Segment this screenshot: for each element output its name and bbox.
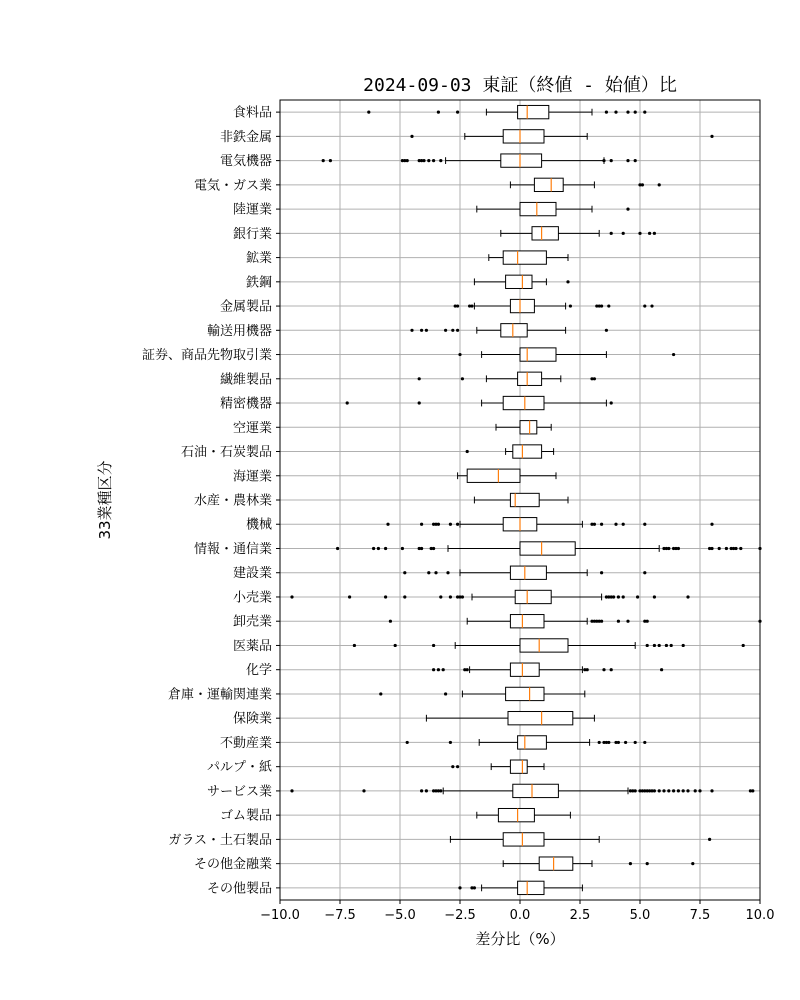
flier-point — [406, 741, 409, 744]
y-tick-label: 小売業 — [232, 590, 272, 606]
box-iqr — [534, 178, 563, 191]
flier-point — [653, 595, 656, 598]
flier-point — [710, 789, 713, 792]
flier-point — [610, 232, 613, 235]
flier-point — [605, 329, 608, 332]
flier-point — [566, 280, 569, 283]
box-iqr — [503, 251, 546, 264]
y-tick-label: 鉄鋼 — [245, 275, 272, 291]
box-iqr — [513, 784, 559, 797]
flier-point — [593, 523, 596, 526]
flier-point — [451, 765, 454, 768]
y-tick-label: 化学 — [245, 663, 272, 679]
flier-point — [439, 789, 442, 792]
x-tick-label: 2.5 — [569, 908, 591, 923]
flier-point — [634, 741, 637, 744]
box-iqr — [508, 712, 573, 725]
flier-point — [377, 547, 380, 550]
flier-point — [634, 789, 637, 792]
box-iqr — [515, 590, 551, 603]
y-tick-label: 情報・通信業 — [193, 541, 272, 557]
box-iqr — [520, 348, 556, 361]
flier-point — [437, 111, 440, 114]
flier-point — [643, 304, 646, 307]
flier-point — [739, 547, 742, 550]
flier-point — [420, 523, 423, 526]
flier-point — [614, 523, 617, 526]
y-tick-label: 輸送用機器 — [206, 323, 272, 339]
box-group — [477, 808, 571, 821]
box-iqr — [503, 833, 544, 846]
x-tick-label: −2.5 — [444, 908, 476, 923]
y-tick-label: 海運業 — [232, 469, 272, 485]
flier-point — [362, 789, 365, 792]
flier-point — [458, 886, 461, 889]
box-iqr — [510, 760, 527, 773]
flier-point — [439, 595, 442, 598]
flier-point — [600, 304, 603, 307]
flier-point — [422, 159, 425, 162]
flier-point — [610, 401, 613, 404]
y-tick-label: 繊維製品 — [219, 372, 272, 388]
flier-point — [751, 789, 754, 792]
flier-point — [617, 741, 620, 744]
y-axis-ticks — [142, 105, 280, 897]
flier-point — [427, 159, 430, 162]
box-iqr — [503, 130, 544, 143]
flier-point — [456, 111, 459, 114]
flier-point — [629, 862, 632, 865]
flier-point — [643, 111, 646, 114]
flier-point — [602, 668, 605, 671]
y-tick-label: 石油・石炭製品 — [180, 445, 272, 461]
flier-point — [605, 111, 608, 114]
box-iqr — [539, 857, 573, 870]
flier-point — [672, 789, 675, 792]
x-tick-label: 7.5 — [689, 908, 711, 923]
box-iqr — [467, 469, 520, 482]
flier-point — [710, 547, 713, 550]
flier-point — [367, 111, 370, 114]
flier-point — [658, 644, 661, 647]
box-iqr — [518, 736, 547, 749]
flier-point — [461, 377, 464, 380]
flier-point — [614, 111, 617, 114]
flier-point — [456, 765, 459, 768]
flier-point — [653, 232, 656, 235]
flier-point — [622, 595, 625, 598]
x-tick-label: −10.0 — [260, 908, 300, 923]
flier-point — [600, 620, 603, 623]
flier-point — [449, 523, 452, 526]
flier-point — [646, 620, 649, 623]
flier-point — [643, 741, 646, 744]
flier-point — [667, 547, 670, 550]
box-iqr — [518, 372, 542, 385]
flier-point — [449, 741, 452, 744]
flier-point — [742, 644, 745, 647]
flier-point — [698, 789, 701, 792]
flier-point — [686, 789, 689, 792]
flier-point — [449, 595, 452, 598]
box-iqr — [506, 687, 544, 700]
flier-point — [634, 111, 637, 114]
flier-point — [694, 789, 697, 792]
flier-point — [672, 353, 675, 356]
flier-point — [646, 862, 649, 865]
y-tick-label: 倉庫・運輸関連業 — [167, 687, 272, 703]
flier-point — [401, 547, 404, 550]
flier-point — [710, 135, 713, 138]
flier-point — [600, 571, 603, 574]
flier-point — [432, 668, 435, 671]
box-iqr — [510, 663, 539, 676]
flier-point — [658, 183, 661, 186]
box-group — [474, 493, 568, 506]
flier-point — [648, 232, 651, 235]
flier-point — [403, 571, 406, 574]
box-group — [489, 251, 568, 264]
box-iqr — [510, 566, 546, 579]
flier-point — [406, 159, 409, 162]
flier-point — [653, 789, 656, 792]
y-tick-label: 医薬品 — [232, 638, 272, 654]
flier-point — [638, 232, 641, 235]
flier-point — [665, 644, 668, 647]
flier-point — [446, 571, 449, 574]
y-tick-label: 空運業 — [232, 420, 272, 436]
x-tick-label: 0.0 — [509, 908, 531, 923]
flier-point — [598, 741, 601, 744]
flier-point — [418, 377, 421, 380]
y-tick-label: 非鉄金属 — [219, 129, 272, 145]
flier-point — [329, 159, 332, 162]
flier-point — [617, 620, 620, 623]
flier-point — [682, 644, 685, 647]
y-tick-label: サービス業 — [206, 784, 272, 800]
flier-point — [626, 111, 629, 114]
box-iqr — [520, 202, 556, 215]
flier-point — [384, 547, 387, 550]
box-iqr — [506, 275, 532, 288]
flier-point — [384, 595, 387, 598]
box-iqr — [510, 299, 534, 312]
flier-point — [617, 595, 620, 598]
flier-point — [348, 595, 351, 598]
y-tick-label: 鉱業 — [245, 251, 272, 267]
y-tick-label: パルプ・紙 — [206, 760, 272, 776]
y-tick-label: 電気機器 — [219, 154, 272, 170]
flier-point — [470, 304, 473, 307]
x-axis-ticks — [260, 900, 774, 923]
flier-point — [425, 789, 428, 792]
flier-point — [734, 547, 737, 550]
flier-point — [646, 644, 649, 647]
y-tick-label: ゴム製品 — [219, 808, 272, 824]
box-iqr — [520, 542, 575, 555]
flier-point — [626, 207, 629, 210]
flier-point — [600, 523, 603, 526]
flier-point — [691, 862, 694, 865]
flier-point — [610, 668, 613, 671]
y-tick-label: 陸運業 — [232, 202, 272, 218]
flier-point — [466, 668, 469, 671]
flier-point — [624, 741, 627, 744]
flier-point — [394, 644, 397, 647]
box-iqr — [520, 639, 568, 652]
flier-point — [686, 595, 689, 598]
y-tick-label: 建設業 — [232, 566, 272, 582]
flier-point — [602, 159, 605, 162]
flier-point — [653, 644, 656, 647]
flier-point — [456, 523, 459, 526]
flier-point — [612, 595, 615, 598]
flier-point — [641, 183, 644, 186]
flier-point — [439, 159, 442, 162]
flier-point — [607, 741, 610, 744]
flier-point — [682, 789, 685, 792]
box-iqr — [503, 396, 544, 409]
box-group — [458, 469, 556, 482]
box-iqr — [498, 808, 534, 821]
flier-point — [626, 620, 629, 623]
flier-point — [610, 159, 613, 162]
flier-point — [650, 304, 653, 307]
box-iqr — [518, 105, 549, 118]
flier-point — [437, 668, 440, 671]
flier-point — [662, 789, 665, 792]
flier-point — [622, 523, 625, 526]
flier-point — [643, 523, 646, 526]
flier-point — [677, 789, 680, 792]
flier-point — [437, 523, 440, 526]
flier-point — [456, 304, 459, 307]
flier-point — [677, 547, 680, 550]
chart-title: 2024-09-03 東証（終値 - 始値）比 — [363, 75, 677, 96]
flier-point — [473, 886, 476, 889]
flier-point — [379, 692, 382, 695]
y-tick-label: 精密機器 — [219, 396, 272, 412]
box-group — [496, 421, 551, 434]
flier-point — [586, 668, 589, 671]
box-iqr — [532, 227, 558, 240]
flier-point — [432, 644, 435, 647]
flier-point — [634, 159, 637, 162]
flier-point — [636, 595, 639, 598]
y-tick-label: 電気・ガス業 — [193, 178, 272, 194]
y-tick-label: その他金融業 — [193, 857, 272, 873]
flier-point — [725, 547, 728, 550]
flier-point — [322, 159, 325, 162]
y-tick-label: 食料品 — [232, 105, 272, 121]
y-tick-label: 保険業 — [232, 711, 272, 727]
flier-point — [466, 450, 469, 453]
flier-point — [336, 547, 339, 550]
flier-point — [667, 789, 670, 792]
box-iqr — [518, 881, 544, 894]
flier-point — [425, 329, 428, 332]
flier-point — [434, 571, 437, 574]
y-tick-label: 銀行業 — [232, 226, 272, 242]
flier-point — [456, 329, 459, 332]
flier-point — [353, 644, 356, 647]
flier-point — [403, 595, 406, 598]
flier-point — [389, 620, 392, 623]
flier-point — [658, 789, 661, 792]
flier-point — [290, 595, 293, 598]
box-iqr — [501, 324, 527, 337]
flier-point — [432, 159, 435, 162]
y-tick-label: 証券、商品先物取引業 — [141, 348, 272, 364]
flier-point — [410, 329, 413, 332]
x-tick-label: 5.0 — [629, 908, 651, 923]
y-tick-label: 機械 — [245, 517, 272, 533]
flier-point — [290, 789, 293, 792]
flier-point — [432, 547, 435, 550]
flier-point — [442, 668, 445, 671]
box-iqr — [513, 445, 542, 458]
flier-point — [418, 401, 421, 404]
x-tick-label: −5.0 — [384, 908, 416, 923]
box-group — [426, 712, 594, 725]
y-axis-label: 33業種区分 — [96, 460, 114, 540]
flier-point — [346, 401, 349, 404]
box-iqr — [520, 421, 537, 434]
flier-point — [718, 547, 721, 550]
y-tick-label: 金属製品 — [219, 299, 272, 315]
flier-point — [710, 523, 713, 526]
flier-point — [607, 304, 610, 307]
flier-point — [444, 329, 447, 332]
flier-point — [420, 329, 423, 332]
flier-point — [410, 135, 413, 138]
flier-point — [372, 547, 375, 550]
flier-point — [569, 304, 572, 307]
flier-point — [643, 571, 646, 574]
box-iqr — [501, 154, 542, 167]
box-iqr — [510, 615, 544, 628]
y-tick-label: 不動産業 — [219, 735, 272, 751]
flier-point — [458, 353, 461, 356]
flier-point — [708, 838, 711, 841]
flier-point — [593, 377, 596, 380]
flier-point — [386, 523, 389, 526]
y-tick-label: ガラス・土石製品 — [168, 832, 272, 848]
y-tick-label: 卸売業 — [232, 614, 272, 630]
flier-point — [670, 644, 673, 647]
x-tick-label: −7.5 — [324, 908, 356, 923]
flier-point — [420, 789, 423, 792]
flier-point — [444, 692, 447, 695]
flier-point — [461, 595, 464, 598]
flier-point — [451, 329, 454, 332]
y-tick-label: 水産・農林業 — [193, 493, 272, 509]
x-axis-label: 差分比（%） — [475, 930, 565, 948]
flier-point — [622, 232, 625, 235]
y-tick-label: その他製品 — [206, 881, 272, 897]
flier-point — [660, 668, 663, 671]
flier-point — [427, 571, 430, 574]
x-tick-label: 10.0 — [745, 908, 775, 923]
flier-point — [626, 159, 629, 162]
flier-point — [420, 547, 423, 550]
